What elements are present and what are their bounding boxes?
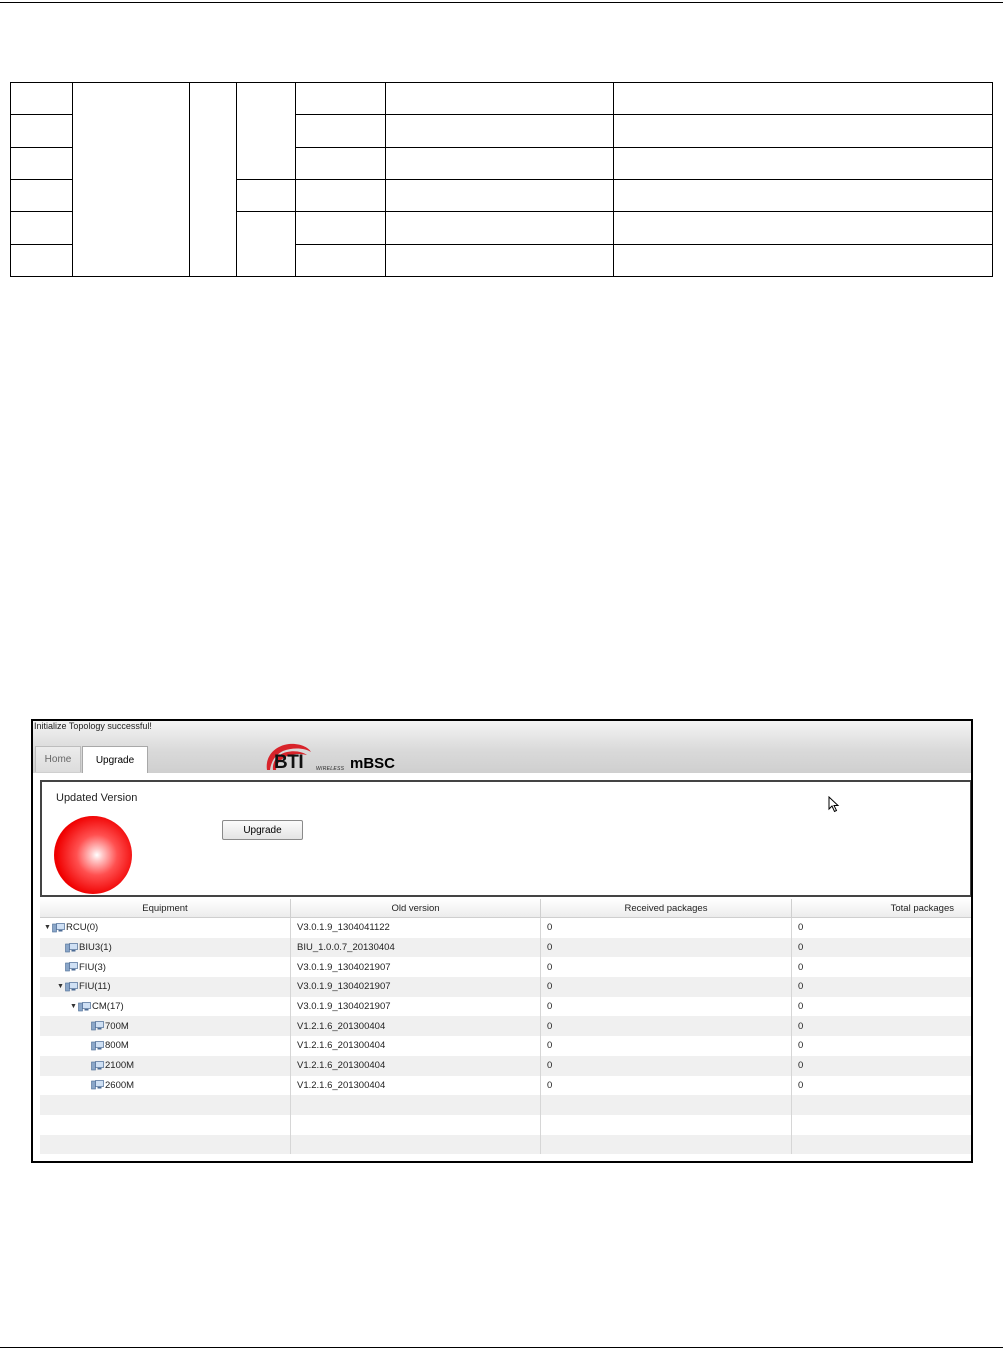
table-row[interactable] — [40, 1036, 972, 1056]
empty-table-row — [40, 1095, 972, 1115]
equipment-cell[interactable] — [40, 997, 291, 1017]
device-icon — [91, 1041, 104, 1051]
equipment-name: BIU3(1) — [79, 942, 112, 954]
equipment-cell[interactable] — [40, 1056, 291, 1076]
empty-cell — [291, 1115, 541, 1135]
empty-grid-table — [10, 82, 993, 277]
grid-cell — [190, 83, 237, 277]
window-header — [33, 721, 971, 773]
total-packages-cell: 0 — [798, 1079, 804, 1091]
equipment-cell[interactable] — [40, 1036, 291, 1056]
table-row[interactable] — [40, 977, 972, 997]
empty-cell — [541, 1115, 792, 1135]
received-packages-cell: 0 — [541, 997, 792, 1017]
total-packages-cell: 0 — [798, 1040, 804, 1052]
column-header-equipment[interactable]: Equipment — [40, 899, 291, 917]
expand-triangle-icon[interactable]: ▼ — [57, 983, 64, 991]
grid-cell — [296, 212, 386, 244]
device-icon — [91, 1080, 104, 1090]
upgrade-table — [40, 899, 972, 1154]
grid-cell — [11, 179, 73, 211]
table-header — [40, 899, 972, 918]
grid-cell — [386, 244, 614, 276]
grid-cell — [614, 115, 993, 147]
device-icon — [52, 923, 65, 933]
grid-cell — [11, 83, 73, 115]
empty-cell — [792, 1115, 972, 1135]
total-packages-cell: 0 — [798, 1020, 804, 1032]
grid-cell — [11, 212, 73, 244]
old-version-cell: V1.2.1.6_201300404 — [291, 1016, 541, 1036]
product-name: mBSC — [350, 755, 396, 772]
empty-cell — [541, 1135, 792, 1155]
total-packages-cell: 0 — [798, 981, 804, 993]
received-packages-cell: 0 — [541, 957, 792, 977]
logo-brand: BTI — [274, 752, 304, 773]
table-row[interactable] — [40, 938, 972, 958]
mouse-cursor-icon — [828, 796, 840, 813]
received-packages-cell: 0 — [541, 938, 792, 958]
empty-cell — [541, 1095, 792, 1115]
equipment-name: FIU(11) — [79, 981, 111, 993]
grid-cell — [614, 83, 993, 115]
received-packages-cell: 0 — [541, 1056, 792, 1076]
old-version-cell: V1.2.1.6_201300404 — [291, 1056, 541, 1076]
equipment-name: 2100M — [105, 1060, 135, 1072]
empty-cell — [40, 1115, 291, 1135]
equipment-name: CM(17) — [92, 1001, 124, 1013]
equipment-name: RCU(0) — [66, 922, 99, 934]
equipment-cell[interactable] — [40, 918, 291, 938]
table-body — [40, 918, 972, 1154]
empty-cell — [792, 1095, 972, 1115]
received-packages-cell: 0 — [541, 977, 792, 997]
old-version-cell: V3.0.1.9_1304041122 — [291, 918, 541, 938]
received-packages-cell: 0 — [541, 918, 792, 938]
empty-cell — [792, 1135, 972, 1155]
column-header-old-version[interactable]: Old version — [291, 899, 541, 917]
logo-subtitle: WIRELESS — [316, 766, 345, 772]
expand-triangle-icon[interactable]: ▼ — [44, 924, 51, 932]
bti-logo — [263, 740, 443, 772]
grid-cell — [296, 147, 386, 179]
total-packages-cell: 0 — [798, 1060, 804, 1072]
grid-cell — [237, 212, 296, 277]
grid-cell — [614, 179, 993, 211]
expand-triangle-icon[interactable]: ▼ — [70, 1003, 77, 1011]
equipment-cell[interactable] — [40, 977, 291, 997]
grid-cell — [386, 83, 614, 115]
table-row[interactable] — [40, 1056, 972, 1076]
device-icon — [65, 962, 78, 972]
device-icon — [91, 1021, 104, 1031]
received-packages-cell: 0 — [541, 1016, 792, 1036]
old-version-cell: V3.0.1.9_1304021907 — [291, 997, 541, 1017]
empty-cell — [40, 1095, 291, 1115]
old-version-cell: V1.2.1.6_201300404 — [291, 1076, 541, 1096]
grid-cell — [386, 212, 614, 244]
grid-cell — [237, 83, 296, 180]
column-header-received-packages[interactable]: Received packages — [541, 899, 792, 917]
equipment-name: 2600M — [105, 1079, 135, 1091]
total-packages-cell: 0 — [798, 1001, 804, 1013]
empty-cell — [40, 1135, 291, 1155]
device-icon — [65, 943, 78, 953]
received-packages-cell: 0 — [541, 1036, 792, 1056]
device-icon — [65, 982, 78, 992]
updated-version-panel — [40, 780, 972, 897]
table-row[interactable] — [40, 957, 972, 977]
old-version-cell: V3.0.1.9_1304021907 — [291, 957, 541, 977]
grid-cell — [11, 244, 73, 276]
total-packages-cell: 0 — [798, 942, 804, 954]
total-packages-cell: 0 — [798, 961, 804, 973]
empty-table-row — [40, 1135, 972, 1155]
page-top-rule — [0, 2, 1003, 3]
grid-cell — [386, 179, 614, 211]
equipment-name: 700M — [105, 1020, 129, 1032]
grid-cell — [386, 147, 614, 179]
table-row[interactable] — [40, 918, 972, 938]
status-lamp-icon — [54, 816, 132, 894]
empty-cell — [291, 1135, 541, 1155]
column-header-total-packages[interactable]: Total packages — [890, 902, 954, 914]
version-panel-title: Updated Version — [56, 792, 138, 804]
grid-cell — [614, 212, 993, 244]
page-bottom-rule — [0, 1347, 1003, 1348]
status-message: Initialize Topology successful! — [34, 721, 152, 731]
grid-cell — [11, 147, 73, 179]
equipment-name: 800M — [105, 1040, 129, 1052]
grid-cell — [614, 147, 993, 179]
device-icon — [78, 1002, 91, 1012]
grid-cell — [73, 83, 190, 277]
received-packages-cell: 0 — [541, 1076, 792, 1096]
equipment-cell[interactable] — [40, 938, 291, 958]
table-row[interactable] — [40, 997, 972, 1017]
grid-cell — [11, 115, 73, 147]
device-icon — [91, 1061, 104, 1071]
empty-table-row — [40, 1115, 972, 1135]
grid-cell — [296, 244, 386, 276]
grid-cell — [237, 179, 296, 211]
equipment-cell[interactable] — [40, 1016, 291, 1036]
table-row[interactable] — [40, 1016, 972, 1036]
equipment-name: FIU(3) — [79, 961, 106, 973]
empty-cell — [291, 1095, 541, 1115]
grid-cell — [296, 83, 386, 115]
upgrade-button[interactable]: Upgrade — [222, 820, 303, 840]
equipment-cell[interactable] — [40, 957, 291, 977]
equipment-cell[interactable] — [40, 1076, 291, 1096]
grid-cell — [386, 115, 614, 147]
old-version-cell: V3.0.1.9_1304021907 — [291, 977, 541, 997]
old-version-cell: BIU_1.0.0.7_20130404 — [291, 938, 541, 958]
old-version-cell: V1.2.1.6_201300404 — [291, 1036, 541, 1056]
tab-home[interactable]: Home — [35, 746, 81, 772]
table-row[interactable] — [40, 1076, 972, 1096]
tab-upgrade[interactable]: Upgrade — [82, 746, 148, 773]
total-packages-cell: 0 — [798, 922, 804, 934]
grid-cell — [614, 244, 993, 276]
grid-cell — [296, 115, 386, 147]
mbsc-app-window — [31, 719, 973, 1163]
grid-cell — [296, 179, 386, 211]
